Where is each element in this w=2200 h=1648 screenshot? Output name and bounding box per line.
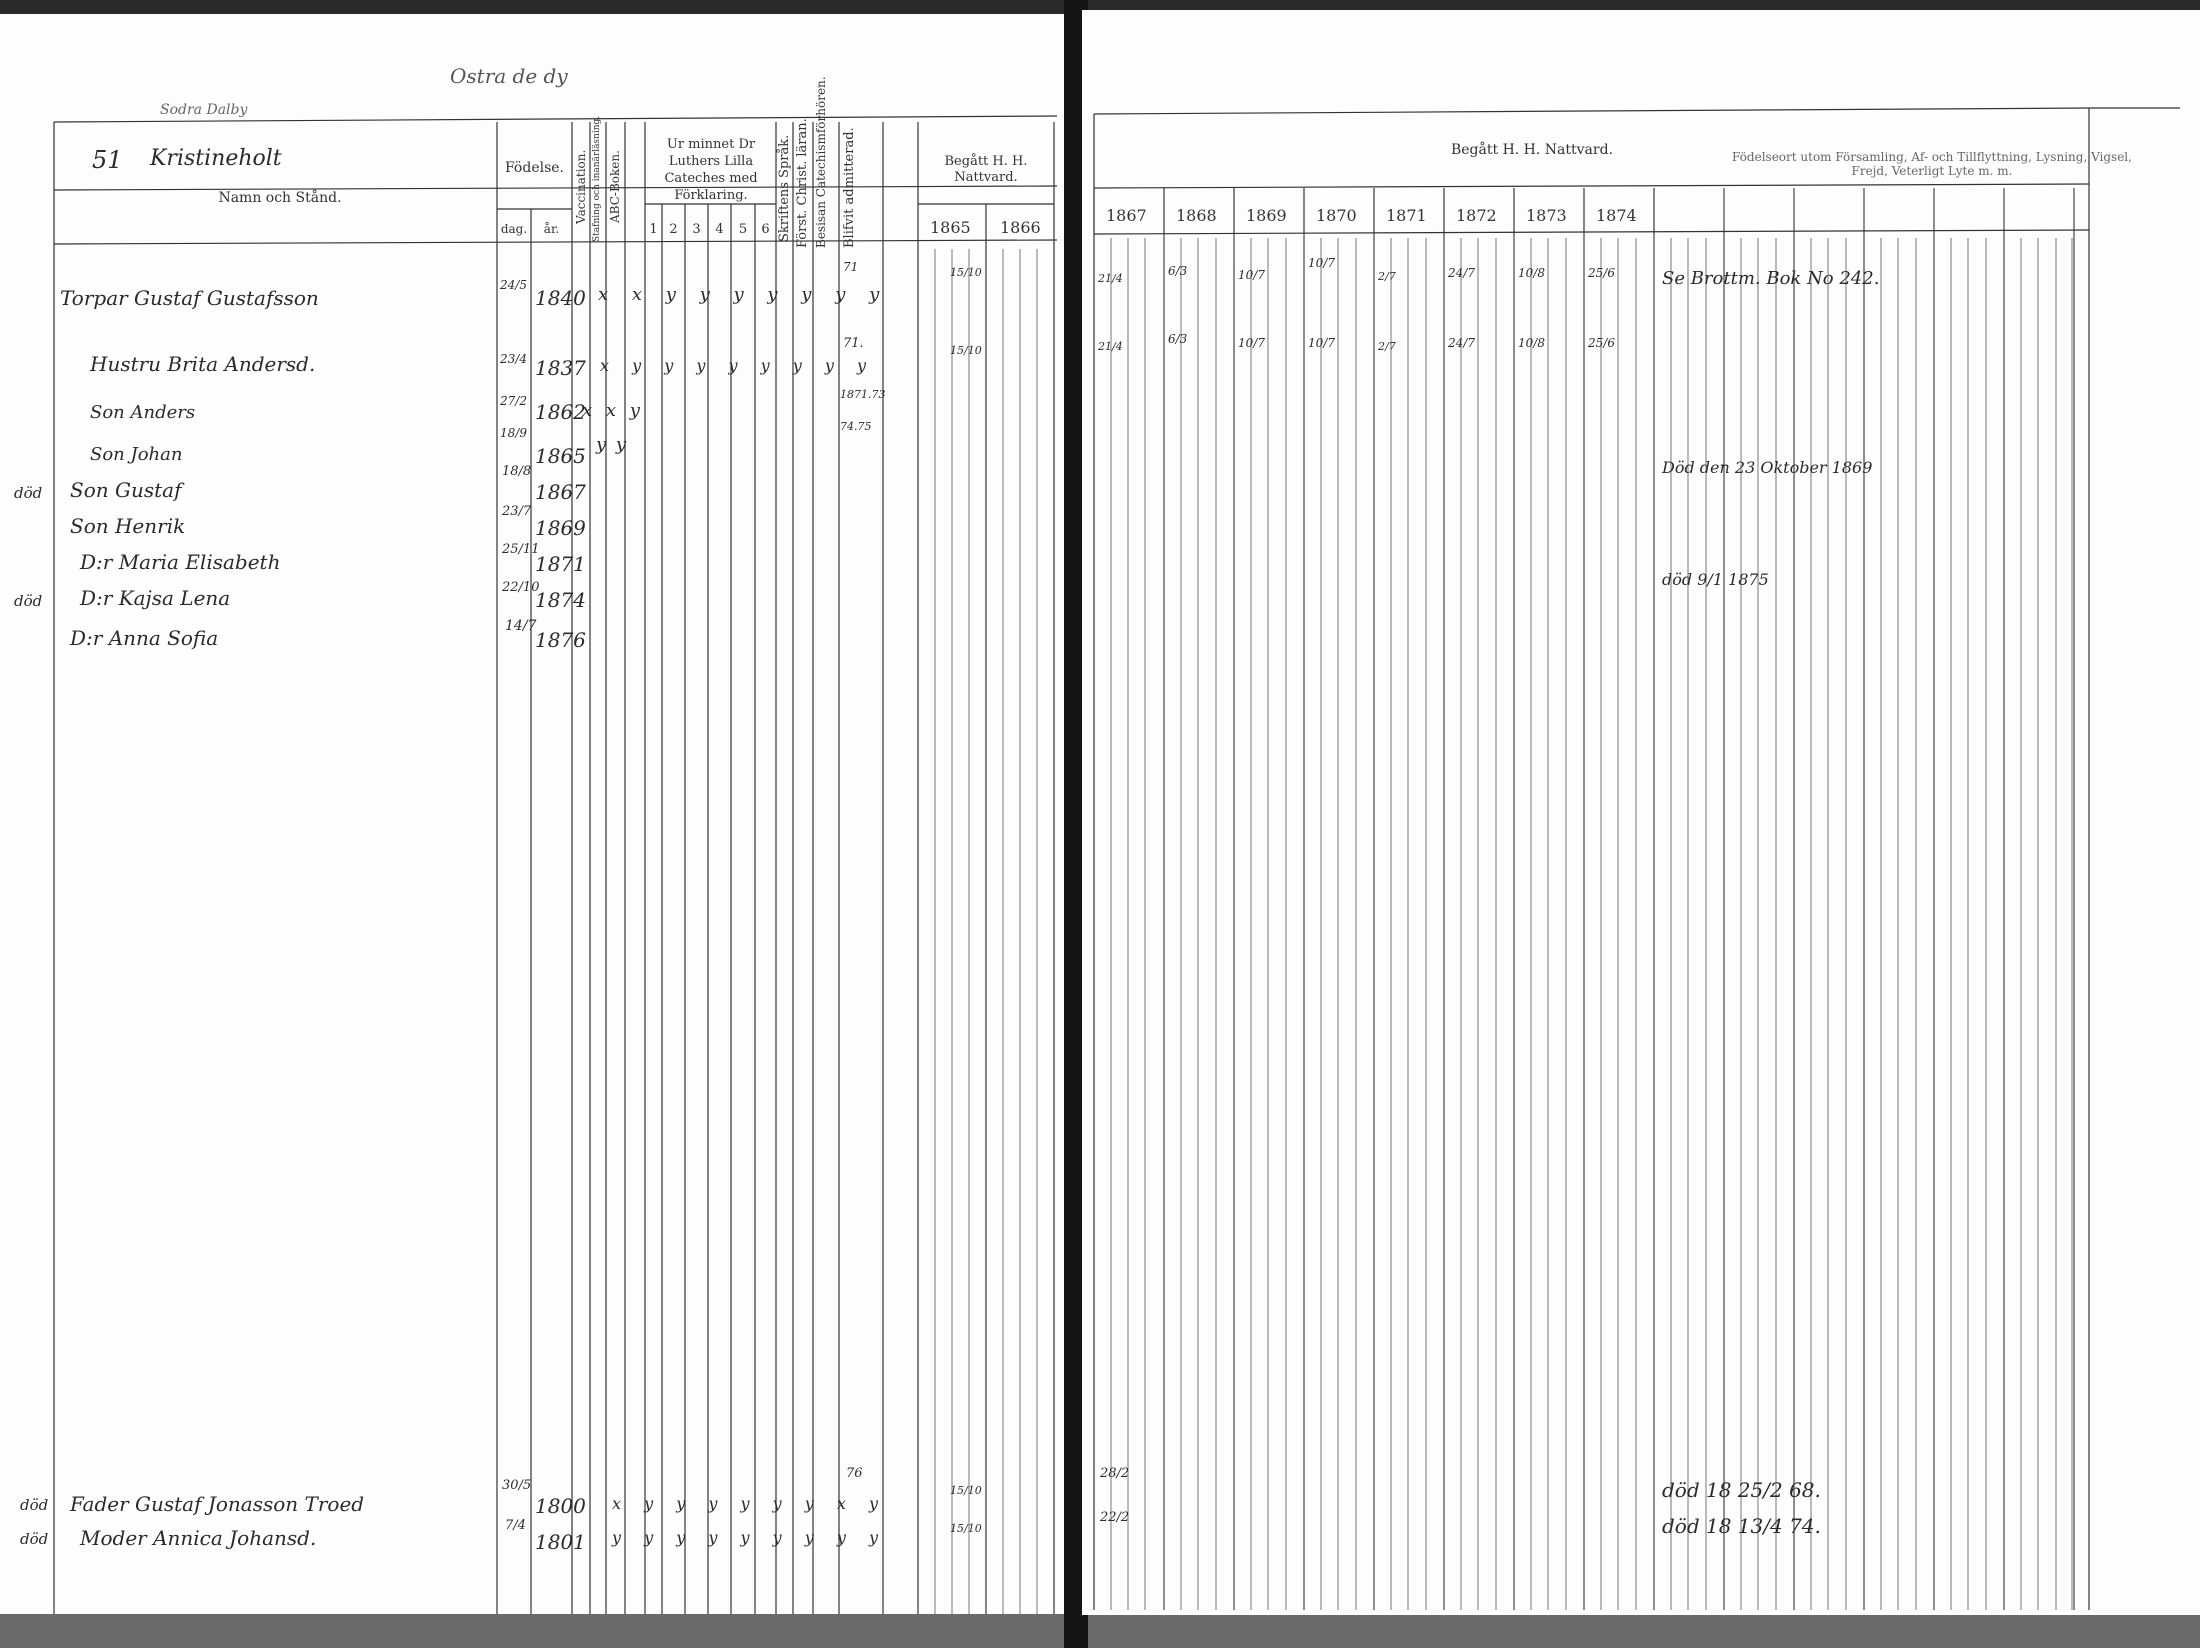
communion-1872: 24/7 (1448, 336, 1475, 350)
birth-year-header: år. (543, 222, 560, 236)
catechism-column-5: 5 (738, 222, 748, 237)
communion-1871: 2/7 (1378, 340, 1396, 353)
admitted-header: Blifvit admitterad. (842, 127, 857, 248)
birth-year: 1862 (535, 400, 586, 424)
birth-year: 1840 (535, 286, 586, 310)
exam-marks: x y y y y y y x y (612, 1494, 888, 1513)
catechism-column-2: 2 (669, 222, 678, 237)
reading-header: Stafning och inanärläsning. (592, 115, 602, 242)
scan-bottom-edge (0, 1610, 2200, 1648)
remark: död 9/1 1875 (1662, 570, 1769, 589)
communion-1873: 10/8 (1518, 266, 1545, 280)
year-1865: 1865 (930, 218, 971, 237)
left-ledger-page (0, 14, 1070, 1614)
birth-year: 1800 (535, 1494, 586, 1518)
birth-year: 1801 (535, 1530, 586, 1554)
right-ruling (1082, 10, 2200, 1615)
birth-header: Födelse. (504, 160, 565, 176)
birth-day: 18/9 (500, 426, 527, 440)
catechist-note: 71. (843, 336, 864, 351)
communion-1874: 25/6 (1588, 336, 1615, 350)
communion-1867: 21/4 (1098, 340, 1123, 353)
communion-1865: 15/10 (950, 344, 982, 357)
entry-number: 51 (92, 146, 123, 174)
communion-1867: 21/4 (1098, 272, 1123, 285)
communion-header-right: Begått H. H. Nattvard. (1450, 142, 1613, 158)
remarks-header: Födelseort utom Församling, Af- och Tillflyttning, Lysning, Vigsel, Frejd, Veterligt Lyte m. m. (1732, 150, 2132, 179)
birth-day: 23/7 (502, 504, 532, 519)
birth-year: 1837 (535, 356, 586, 380)
communion-1871: 2/7 (1378, 270, 1396, 283)
birth-year: 1869 (535, 516, 586, 540)
birth-year: 1867 (535, 480, 586, 504)
person-name: Hustru Brita Andersd. (90, 352, 316, 376)
scripture-header: Skriftens Språk. (777, 134, 792, 242)
communion-1874: 25/6 (1588, 266, 1615, 280)
death-mark: död (14, 592, 43, 610)
communion-1868: 6/3 (1168, 264, 1188, 278)
communion-1865: 15/10 (950, 266, 982, 279)
birth-day: 24/5 (500, 278, 527, 292)
left-ruling (0, 14, 1070, 1614)
remark: Död den 23 Oktober 1869 (1662, 458, 1873, 477)
person-name: D:r Anna Sofia (70, 626, 219, 650)
communion-header-left: Begått H. H. Nattvard. (944, 154, 1028, 185)
catechism-column-6: 6 (761, 222, 770, 237)
person-name: Son Gustaf (70, 478, 182, 502)
entry-place: Kristineholt (150, 146, 282, 171)
catechist-note: 1871.73 (840, 388, 886, 401)
catechism-column-3: 3 (692, 222, 701, 237)
year-1867: 1867 (1106, 206, 1147, 225)
birth-year: 1865 (535, 444, 586, 468)
year-1868: 1868 (1176, 206, 1217, 225)
pencil-mark-left: Sodra Dalby (160, 102, 248, 118)
birth-day: 25/11 (502, 542, 540, 557)
exam-marks: y y (596, 434, 629, 455)
year-1870: 1870 (1316, 206, 1357, 225)
remark: död 18 25/2 68. (1662, 1478, 1821, 1502)
person-name: Torpar Gustaf Gustafsson (60, 286, 319, 310)
person-name: D:r Maria Elisabeth (80, 550, 281, 574)
exam-marks: x x y y y y y y y (598, 284, 889, 305)
catechist-header: Besisan Catechismförhören. (814, 76, 828, 248)
remark: Se Brottm. Bok No 242. (1662, 268, 1880, 289)
person-name: Son Johan (90, 444, 183, 465)
remark: död 18 13/4 74. (1662, 1514, 1821, 1538)
birth-day: 7/4 (505, 1518, 526, 1533)
abc-book-header: ABC-Boken. (608, 150, 622, 224)
birth-day: 22/10 (502, 580, 540, 595)
communion-1867: 28/2 (1100, 1466, 1130, 1481)
christian-doctrine-header: Först. Christ. läran. (795, 118, 810, 248)
year-1873: 1873 (1526, 206, 1567, 225)
communion-1870: 10/7 (1308, 336, 1335, 350)
communion-1872: 24/7 (1448, 266, 1475, 280)
communion-1865: 15/10 (950, 1484, 982, 1497)
exam-marks: x x y (582, 400, 644, 421)
catechist-note: 74.75 (840, 420, 872, 433)
person-name: Moder Annica Johansd. (80, 1526, 317, 1550)
birth-year: 1876 (535, 628, 586, 652)
birth-year: 1874 (535, 588, 586, 612)
communion-1873: 10/8 (1518, 336, 1545, 350)
exam-marks: y y y y y y y y y (612, 1528, 888, 1547)
pencil-mark-top: Ostra de dy (450, 64, 568, 88)
birth-day: 30/5 (502, 1478, 532, 1493)
death-mark: död (20, 1496, 49, 1514)
right-ledger-page (1082, 10, 2200, 1615)
death-mark: död (20, 1530, 49, 1548)
birth-day: 18/8 (502, 464, 532, 479)
year-1866: 1866 (1000, 218, 1041, 237)
communion-1868: 6/3 (1168, 332, 1188, 346)
communion-1867: 22/2 (1100, 1510, 1130, 1525)
birth-day: 27/2 (500, 394, 527, 408)
year-1872: 1872 (1456, 206, 1497, 225)
person-name: D:r Kajsa Lena (80, 586, 231, 610)
person-name: Son Anders (90, 402, 196, 423)
name-column-header: Namn och Stånd. (218, 190, 342, 206)
catechism-column-4: 4 (715, 222, 724, 237)
birth-day: 14/7 (505, 618, 537, 634)
catechism-header: Ur minnet Dr Luthers Lilla Cateches med Förklaring. (664, 137, 758, 203)
catechism-column-1: 1 (649, 222, 658, 237)
birth-day: 23/4 (500, 352, 527, 366)
year-1874: 1874 (1596, 206, 1637, 225)
death-mark: död (14, 484, 43, 502)
communion-1869: 10/7 (1238, 336, 1265, 350)
exam-marks: x y y y y y y y y (600, 356, 876, 375)
communion-1869: 10/7 (1238, 268, 1265, 282)
communion-1865: 15/10 (950, 1522, 982, 1535)
catechist-note: 71 (843, 260, 859, 274)
communion-1870: 10/7 (1308, 256, 1335, 270)
birth-day-header: dag. (500, 222, 528, 236)
person-name: Son Henrik (70, 514, 186, 538)
person-name: Fader Gustaf Jonasson Troed (70, 1492, 365, 1516)
vaccination-header: Vaccination. (574, 149, 588, 225)
catechist-note: 76 (846, 1466, 863, 1481)
year-1869: 1869 (1246, 206, 1287, 225)
birth-year: 1871 (535, 552, 586, 576)
year-1871: 1871 (1386, 206, 1427, 225)
